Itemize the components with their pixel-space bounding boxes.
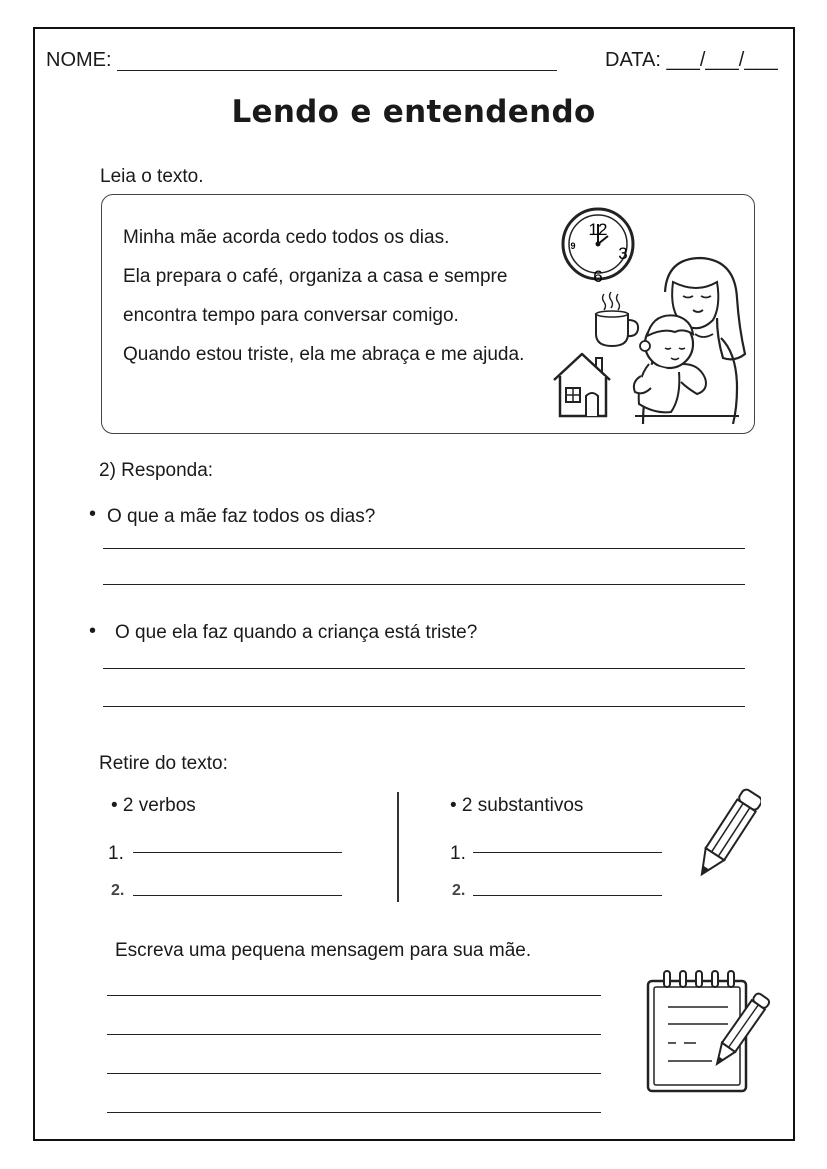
svg-text:6: 6: [593, 267, 603, 286]
nouns-label: • 2 substantivos: [450, 795, 584, 816]
message-line[interactable]: [107, 1034, 601, 1035]
item-number: 2.: [111, 882, 125, 899]
questions-heading: 2) Responda:: [99, 460, 214, 481]
message-instruction: Escreva uma pequena mensagem para sua mãe.: [115, 940, 532, 961]
answer-line[interactable]: [103, 706, 745, 707]
extract-heading: Retire do texto:: [99, 753, 228, 774]
item-number: 2.: [452, 882, 466, 899]
notepad-with-pencil-icon: [640, 967, 770, 1097]
message-line[interactable]: [107, 1073, 601, 1074]
bullet-dot: •: [89, 503, 97, 525]
reading-text: [123, 218, 524, 374]
name-label: NOME:: [46, 49, 112, 71]
svg-text:12: 12: [588, 220, 608, 239]
answer-line[interactable]: [103, 548, 745, 549]
message-line[interactable]: [107, 1112, 601, 1113]
page-title: Lendo e entendendo: [231, 94, 596, 130]
reading-instruction: Leia o texto.: [100, 166, 204, 187]
house-icon: [550, 350, 614, 418]
svg-text:3: 3: [618, 244, 628, 263]
reading-line: Minha mãe acorda cedo todos os dias.: [123, 227, 450, 248]
verbs-label: • 2 verbos: [111, 795, 196, 816]
reading-line: encontra tempo para conversar comigo.: [123, 305, 459, 326]
mother-hugging-child-illustration: [625, 252, 750, 424]
name-line: [117, 70, 557, 71]
item-number: 1.: [108, 843, 124, 864]
answer-line[interactable]: [103, 668, 745, 669]
reading-line: Ela prepara o café, organiza a casa e sempre: [123, 266, 508, 287]
answer-line[interactable]: [103, 584, 745, 585]
question-2: O que ela faz quando a criança está triste?: [115, 622, 478, 643]
noun-answer-line[interactable]: [473, 895, 662, 896]
column-divider: [397, 792, 399, 902]
verb-answer-line[interactable]: [133, 852, 342, 853]
svg-text:9: 9: [570, 241, 576, 251]
noun-answer-line[interactable]: [473, 852, 662, 853]
question-1: O que a mãe faz todos os dias?: [107, 506, 376, 527]
bullet-dot: •: [89, 620, 97, 642]
verb-answer-line[interactable]: [133, 895, 342, 896]
message-line[interactable]: [107, 995, 601, 996]
date-label: DATA: ___/___/___: [605, 49, 778, 71]
item-number: 1.: [450, 843, 466, 864]
reading-line: Quando estou triste, ela me abraça e me ajuda.: [123, 344, 525, 365]
pencil-icon: [695, 784, 761, 884]
